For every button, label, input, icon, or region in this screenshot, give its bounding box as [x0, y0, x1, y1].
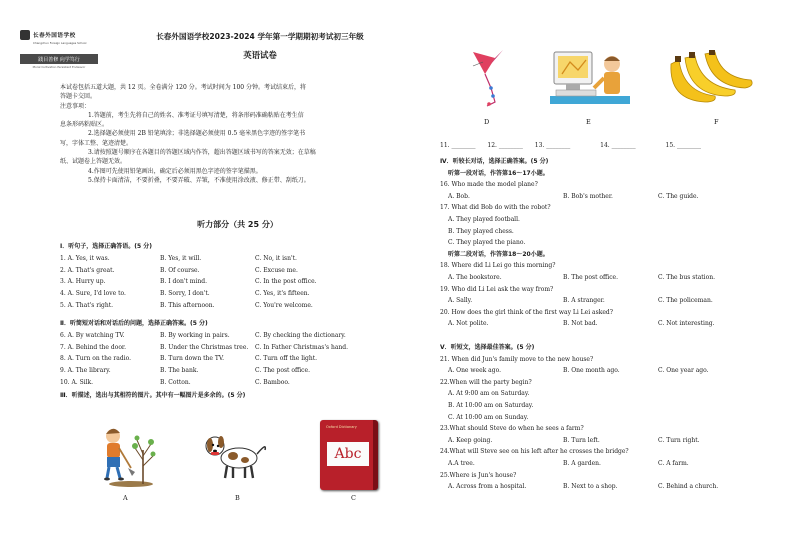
options-row [440, 318, 780, 330]
option: A. The bookstore. [448, 273, 502, 281]
question: 19. Who did Li Lei ask the way from? [440, 285, 554, 293]
section-heading: Ⅱ．听简短对话和对话后的问题，选择正确答案。(5 分) [60, 320, 208, 327]
instruction-line: 本试卷包括五道大题，共 12 页。全卷满分 120 分。考试时间为 100 分钟。考试结束后，将 [60, 84, 306, 91]
option: C. The post office. [255, 367, 310, 375]
question: 22.When will the party begin? [440, 378, 532, 386]
option: A. Across from a hospital. [448, 483, 527, 491]
instruction-line: 5.保持卡面清洁，不要折叠，不要弄破、弄皱，不准使用涂改液、修正带、刮纸刀。 [88, 176, 310, 184]
section-heading: Ⅰ．听句子，选择正确答语。(5 分) [60, 243, 152, 250]
answer-blank[interactable]: 15. ________ [665, 142, 701, 149]
option: B. By working in pairs. [160, 332, 230, 339]
option: A. One week ago. [448, 367, 502, 375]
option: C. By checking the dictionary. [255, 332, 346, 339]
option: B. They played chess. [448, 227, 514, 235]
section-heading: Ⅳ．听较长对话，选择正确答案。(5 分) [440, 158, 549, 165]
option: C. In the post office. [255, 278, 317, 286]
option: 5. A. That's right. [60, 301, 114, 309]
option: C. In Father Christmas's hand. [255, 343, 349, 351]
section-heading: Ⅴ．听短文，选择最佳答案。(5 分) [440, 344, 535, 351]
picture-label-a: A [123, 494, 128, 502]
instruction-line: 3.请按照题号顺序在各题目的答题区域内作答，超出答题区域书写的答案无效；在草稿 [88, 149, 316, 157]
option: 7. A. Behind the door. [60, 343, 127, 351]
question: 20. How does the girl think of the first way Li Lei asked? [440, 308, 613, 316]
picture-label-e: E [586, 118, 591, 126]
exam-title: 长春外国语学校2023-2024 学年第一学期期初考试初三年级 [156, 32, 364, 41]
picture-label-b: B [235, 494, 240, 502]
option: A. Sally. [448, 297, 473, 305]
dictionary-picture [320, 420, 378, 490]
option: 10. A. Silk. [60, 378, 94, 386]
instruction-line: 纸、试题卷上答题无效。 [60, 158, 127, 166]
sub-heading: 听第一段对话，作答第16～17小题。 [448, 169, 549, 177]
option: B. Of course. [160, 266, 200, 274]
option: A. Bob. [448, 192, 470, 200]
answer-blank[interactable]: 13. ________ [534, 142, 571, 149]
option: 6. A. By watching TV. [60, 332, 125, 339]
dictionary-label [327, 442, 369, 466]
option: C. One year ago. [658, 367, 709, 375]
option: B. I don't mind. [160, 278, 208, 286]
school-logo [20, 28, 98, 70]
options-row [440, 272, 780, 284]
option: C. No, it isn't. [255, 255, 297, 262]
instruction-line: 注意事项： [60, 102, 91, 110]
option: B. One month ago. [563, 367, 620, 375]
answer-blank[interactable]: 12. ________ [487, 142, 523, 149]
option: C. Excuse me. [255, 266, 298, 274]
option: A. At 9:00 am on Saturday. [448, 390, 530, 398]
answer-blank[interactable]: 14. ________ [600, 142, 636, 149]
option: C. Turn off the light. [255, 355, 318, 363]
logo-motto-en: Moral Cultivation Persistent Endeavor [32, 65, 86, 69]
boy-planting-tree-picture [95, 420, 165, 490]
option: B. At 10:00 am on Saturday. [448, 401, 534, 409]
sub-heading: 听第二段对话，作答第18～20小题。 [448, 250, 549, 258]
option: C. At 10:00 am on Sunday. [448, 413, 529, 421]
dog-picture [203, 428, 273, 484]
logo-motto: 践目善修 向学笃行 [20, 54, 98, 64]
pictures-abc [95, 420, 425, 520]
question: 17. What did Bob do with the robot? [440, 204, 551, 212]
options-row [440, 295, 780, 307]
option: B. The bank. [160, 367, 199, 375]
option: C. Turn right. [658, 436, 700, 444]
listening-title: 听力部分（共 25 分） [197, 220, 278, 229]
option: A.A tree. [448, 459, 475, 467]
instructions [60, 83, 415, 185]
option: A. Keep going. [448, 436, 493, 444]
option: B. Next to a shop. [563, 483, 618, 491]
option: B. Under the Christmas tree. [160, 343, 249, 351]
option: B. A garden. [563, 459, 601, 467]
options-row [440, 365, 780, 377]
question: 25.Where is Jun's house? [440, 471, 517, 479]
question-row [60, 377, 420, 389]
question-row [60, 253, 420, 265]
option: B. Turn down the TV. [160, 355, 225, 363]
option: 1. A. Yes, it was. [60, 255, 110, 262]
question: 21. When did Jun's family move to the new house? [440, 355, 594, 363]
kite-picture [465, 44, 515, 112]
option: B. Sorry, I don't. [160, 290, 210, 298]
question-row [60, 276, 420, 288]
boy-at-computer-picture [548, 44, 632, 114]
question-row [60, 265, 420, 277]
school-emblem-icon [20, 30, 30, 40]
section-heading: Ⅲ．听描述，选出与其相符的图片。其中有一幅图片是多余的。(5 分) [60, 392, 246, 399]
option: C. The policeman. [658, 297, 713, 305]
instruction-line: 1.答题前，考生先将自己的姓名、准考证号填写清楚，将条形码准确粘贴在考生信 [88, 111, 304, 119]
instruction-line: 答题卡交回。 [60, 93, 97, 101]
option: B. This afternoon. [160, 301, 215, 309]
option: 8. A. Turn on the radio. [60, 355, 132, 363]
question-row [60, 330, 420, 342]
question-row [60, 353, 420, 365]
question-row [60, 342, 420, 354]
section-3 [60, 390, 420, 399]
pictures-def [450, 40, 780, 132]
question: 18. Where did Li Lei go this morning? [440, 262, 556, 270]
dictionary-title: Abc [334, 446, 362, 462]
option: B. Cotton. [160, 378, 191, 386]
answer-blank[interactable]: 11. ________ [440, 142, 476, 149]
option: B. Not bad. [563, 320, 598, 328]
instruction-line: 写，字体工整、笔迹清楚。 [60, 139, 133, 147]
question-row [60, 365, 420, 377]
option: C. They played the piano. [448, 239, 526, 247]
options-row [440, 435, 780, 447]
option: A. Not polite. [448, 320, 489, 328]
question-row [60, 288, 420, 300]
instruction-line: 4.作图可先使用铅笔画出，确定后必须用黑色字迹的签字笔描黑。 [88, 167, 262, 175]
question-row [60, 300, 420, 312]
section-4 [440, 156, 780, 330]
options-row [440, 481, 780, 493]
picture-label-d: D [484, 118, 490, 126]
option: C. The bus station. [658, 273, 715, 281]
option: 9. A. The library. [60, 367, 111, 375]
option: C. A farm. [658, 459, 689, 467]
bananas-picture [665, 50, 755, 110]
answer-blanks [440, 142, 780, 149]
option: B. Turn left. [563, 436, 600, 444]
picture-label-f: F [714, 118, 719, 126]
picture-label-c: C [351, 494, 356, 502]
section-5 [440, 342, 780, 493]
option: 2. A. That's great. [60, 266, 115, 274]
logo-name: 长春外国语学校 [33, 33, 76, 39]
option: B. The post office. [563, 273, 619, 281]
instruction-line: 息条形码粘贴区。 [60, 121, 109, 129]
option: 4. A. Sure, I'd love to. [60, 290, 126, 298]
options-row [440, 458, 780, 470]
option: B. Yes, it will. [160, 255, 202, 262]
section-2 [60, 318, 420, 389]
section-1 [60, 241, 420, 312]
dictionary-caption: Oxford Dictionary [326, 425, 357, 429]
option: C. Yes, it's fifteen. [255, 290, 310, 298]
option: B. A stranger. [563, 297, 605, 305]
option: C. The guide. [658, 192, 699, 200]
exam-subtitle: 英语试卷 [243, 50, 277, 60]
instruction-line: 2.选择题必须使用 2B 铅笔填涂；非选择题必须使用 0.5 毫米黑色字迹的签字笔书 [88, 130, 306, 138]
option: B. Bob's mother. [563, 192, 613, 200]
option: A. They played football. [448, 215, 520, 223]
option: C. Bamboo. [255, 378, 290, 386]
option: 3. A. Hurry up. [60, 278, 106, 286]
option: C. Behind a church. [658, 483, 719, 491]
question: 16. Who made the model plane? [440, 181, 538, 189]
question: 23.What should Steve do when he sees a farm? [440, 425, 584, 433]
logo-subtitle: Changchun Foreign Languages School [33, 41, 87, 45]
option: C. You're welcome. [255, 301, 313, 309]
question: 24.What will Steve see on his left after he crosses the bridge? [440, 448, 629, 456]
option: C. Not interesting. [658, 320, 715, 328]
options-row [440, 191, 780, 203]
